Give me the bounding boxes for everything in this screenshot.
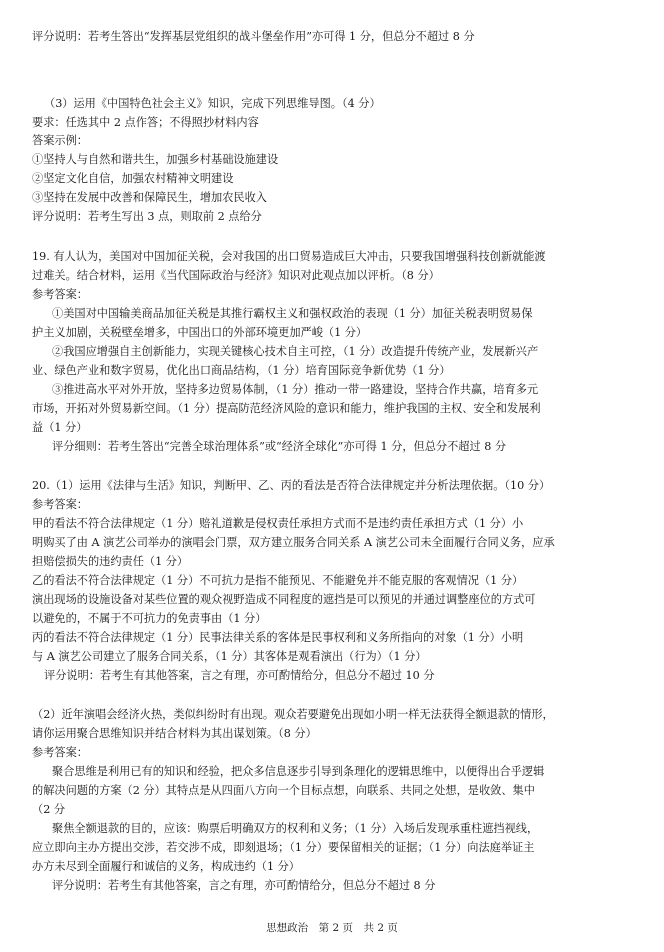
- q19-question: 19. 有人认为，美国对中国加征关税，会对我国的出口贸易造成巨大冲击，只要我国增强科技创新就能渡: [32, 250, 546, 263]
- q18-3-answer-line: ②坚定文化自信，加强农村精神文明建设: [32, 172, 234, 185]
- q20-1-answer-line: 担赔偿损失的违约责任（1 分）: [32, 555, 189, 568]
- q20-1-answer-line: 以避免的，不属于不可抗力的免责事由（1 分）: [32, 612, 267, 625]
- q20-1-answer-line: 甲的看法不符合法律规定（1 分）赔礼道歉是侵权责任承担方式而不是违约责任承担方式（1 分）小: [32, 517, 524, 530]
- q18-3-scoring-note: 评分说明：若考生写出 3 点，则取前 2 点给分: [32, 210, 262, 223]
- q18-3-question: （3）运用《中国特色社会主义》知识，完成下列思维导图。（4 分）: [44, 97, 381, 110]
- q20-1-answer-line: 丙的看法不符合法律规定（1 分）民事法律关系的客体是民事权利和义务所指向的对象（1 分）小明: [32, 631, 524, 644]
- q20-1-answer-line: 与 A 演艺公司建立了服务合同关系，（1 分）其客体是观看演出（行为）（1 分）: [32, 650, 427, 663]
- q19-answer-line: ②我国应增强自主创新能力，实现关键核心技术自主可控，（1 分）改造提升传统产业，发展新兴产: [52, 345, 539, 358]
- q20-2-scoring-note: 评分说明：若考生有其他答案，言之有理，亦可酌情给分，但总分不超过 8 分: [52, 879, 436, 892]
- q20-1-answer-line: 乙的看法不符合法律规定（1 分）不可抗力是指不能预见、不能避免并不能克服的客观情况（1 分）: [32, 574, 524, 587]
- q19-answer-line: 益（1 分）: [32, 421, 88, 434]
- q20-2-answer-line: 的解决问题的方案（2 分）其特点是从四面八方向一个目标点想，向联系、共同之处想，是收敛、集中: [32, 784, 535, 797]
- q20-2-answer-line: （2 分: [32, 803, 66, 816]
- q19-answer-line: ③推进高水平对外开放，坚持多边贸易体制，（1 分）推动一带一路建设，坚持合作共赢，培育多元: [52, 383, 539, 396]
- q19-answer-heading: 参考答案：: [32, 288, 88, 301]
- q20-2-answer-line: 办方未尽到全面履行和诚信的义务，构成违约（1 分）: [32, 860, 300, 873]
- page-footer: 思想政治 第 2 页 共 2 页: [266, 922, 398, 934]
- q20-2-question: （2）近年演唱会经济火热，类似纠纷时有出现。观众若要避免出现如小明一样无法获得全额退款的情形，: [32, 708, 554, 721]
- q20-1-answer-line: 明购买了由 A 演艺公司举办的演唱会门票，双方建立服务合同关系 A 演艺公司未全面履行合同义务，应承: [32, 536, 555, 549]
- q20-2-answer-line: 聚合思维是利用已有的知识和经验，把众多信息逐步引导到条理化的逻辑思维中，以便得出合乎逻辑: [52, 765, 545, 778]
- q20-1-answer-heading: 参考答案：: [32, 498, 88, 511]
- q20-1-scoring-note: 评分说明：若考生有其他答案，言之有理，亦可酌情给分，但总分不超过 10 分: [44, 669, 435, 682]
- q20-2-question: 请你运用聚合思维知识并结合材料为其出谋划策。（8 分）: [32, 727, 317, 740]
- q20-1-question: 20.（1）运用《法律与生活》知识，判断甲、乙、丙的看法是否符合法律规定并分析法理依据。（10 分）: [32, 479, 551, 492]
- q20-2-answer-heading: 参考答案：: [32, 746, 88, 759]
- q18-3-answer-line: ③坚持在发展中改善和保障民生，增加农民收入: [32, 191, 267, 204]
- q19-answer-line: ①美国对中国输美商品加征关税是其推行霸权主义和强权政治的表现（1 分）加征关税表明贸易保: [52, 307, 533, 320]
- q20-2-answer-line: 应立即向主办方提出交涉，若交涉不成，即刻退场；（1 分）要保留相关的证据；（1 分）向法庭举证主: [32, 841, 535, 854]
- q20-1-answer-line: 演出现场的设施设备对某些位置的观众视野造成不同程度的遮挡是可以预见的并通过调整座位的方式可: [32, 593, 536, 606]
- q19-answer-line: 业、绿色产业和数字贸易，优化出口商品结构，（1 分）培育国际竞争新优势（1 分）: [32, 364, 451, 377]
- q18-3-answer-heading: 答案示例：: [32, 134, 88, 147]
- q19-answer-line: 护主义加剧，关税壁垒增多，中国出口的外部环境更加严峻（1 分）: [32, 326, 368, 339]
- q19-scoring-note: 评分细则：若考生答出“完善全球治理体系”或“经济全球化”亦可得 1 分，但总分不超过 8 分: [52, 440, 507, 453]
- q20-2-answer-line: 聚焦全额退款的目的，应该：购票后明确双方的权利和义务；（1 分）入场后发现承重柱遮挡视线，: [52, 822, 539, 835]
- q19-question: 过难关。结合材料，运用《当代国际政治与经济》知识对此观点加以评析。（8 分）: [32, 269, 440, 282]
- q19-answer-line: 市场，开拓对外贸易新空间。（1 分）提高防范经济风险的意识和能力，维护我国的主权、安全和发展利: [32, 402, 541, 415]
- q18-2-scoring-note: 评分说明：若考生答出“发挥基层党组织的战斗堡垒作用”亦可得 1 分，但总分不超过 8 分: [32, 30, 475, 43]
- q18-3-answer-line: ①坚持人与自然和谐共生，加强乡村基础设施建设: [32, 153, 279, 166]
- q18-3-requirement: 要求：任选其中 2 点作答；不得照抄材料内容: [32, 116, 259, 129]
